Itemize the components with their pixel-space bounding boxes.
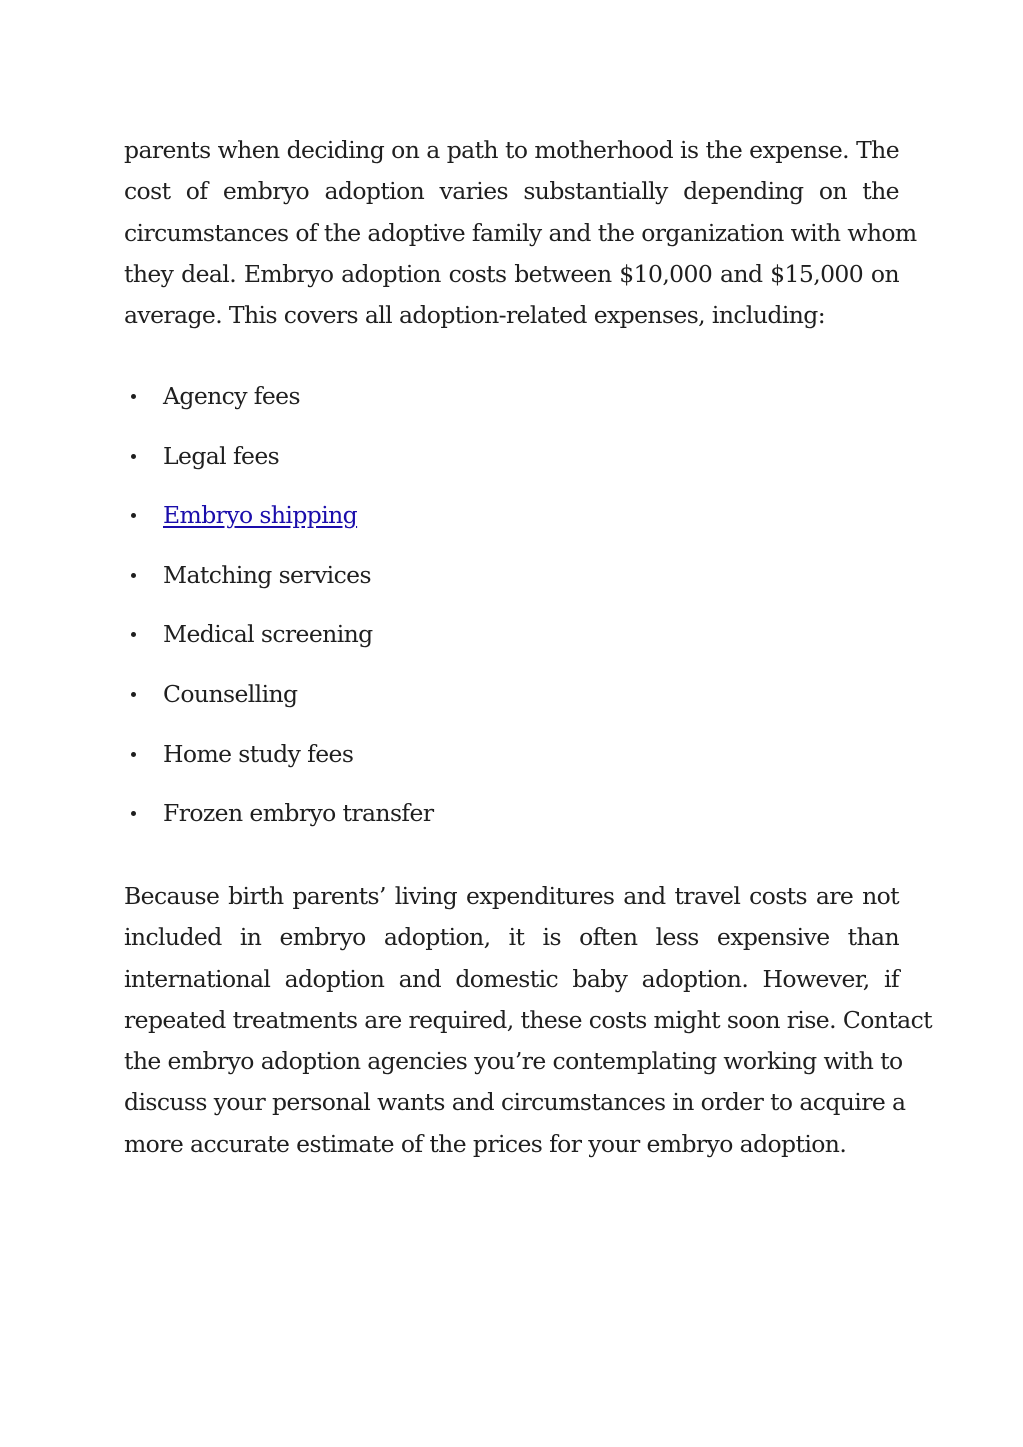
- expense-list: [124, 376, 433, 853]
- list-item: [124, 793, 433, 853]
- closing-line: discuss your personal wants and circumstances in order to acquire a: [124, 1088, 906, 1117]
- list-item: [124, 376, 433, 436]
- list-item-label: Frozen embryo transfer: [163, 799, 434, 828]
- list-item: [124, 614, 433, 674]
- list-item: [124, 674, 433, 734]
- document-page: [124, 130, 932, 1158]
- list-item: [124, 436, 433, 496]
- list-item-label: Agency fees: [163, 382, 300, 410]
- list-item-label: Matching services: [163, 560, 371, 589]
- closing-line: the embryo adoption agencies you’re contemplating working with to: [124, 1047, 903, 1076]
- list-item: [124, 495, 433, 555]
- list-item-label: Home study fees: [163, 739, 354, 768]
- bullet-icon: [131, 513, 136, 518]
- bullet-icon: [131, 692, 136, 697]
- intro-line: parents when deciding on a path to motherhood is the expense. The: [124, 136, 899, 164]
- closing-line: included in embryo adoption, it is often less expensive than: [124, 923, 899, 952]
- list-item-label: Medical screening: [163, 620, 373, 649]
- bullet-icon: [131, 394, 136, 399]
- intro-paragraph: [124, 130, 917, 336]
- intro-line: circumstances of the adoptive family and the organization with whom: [124, 218, 917, 247]
- bullet-icon: [131, 573, 136, 578]
- list-item-label: Counselling: [163, 679, 298, 708]
- list-item-label: Legal fees: [163, 441, 280, 470]
- closing-paragraph: [124, 876, 932, 1165]
- closing-line: international adoption and domestic baby adoption. However, if: [124, 964, 899, 993]
- bullet-icon: [131, 811, 136, 816]
- embryo-shipping-link[interactable]: Embryo shipping: [163, 501, 358, 530]
- closing-line: Because birth parents’ living expenditures and travel costs are not: [124, 882, 899, 910]
- list-item: [124, 555, 433, 615]
- intro-line: average. This covers all adoption-related expenses, including:: [124, 301, 826, 330]
- closing-line: more accurate estimate of the prices for your embryo adoption.: [124, 1129, 847, 1158]
- closing-line: repeated treatments are required, these costs might soon rise. Contact: [124, 1005, 932, 1034]
- intro-line: they deal. Embryo adoption costs between $10,000 and $15,000 on: [124, 259, 899, 288]
- list-item: [124, 734, 433, 794]
- intro-line: cost of embryo adoption varies substantially depending on the: [124, 177, 899, 206]
- bullet-icon: [131, 632, 136, 637]
- bullet-icon: [131, 454, 136, 459]
- bullet-icon: [131, 752, 136, 757]
